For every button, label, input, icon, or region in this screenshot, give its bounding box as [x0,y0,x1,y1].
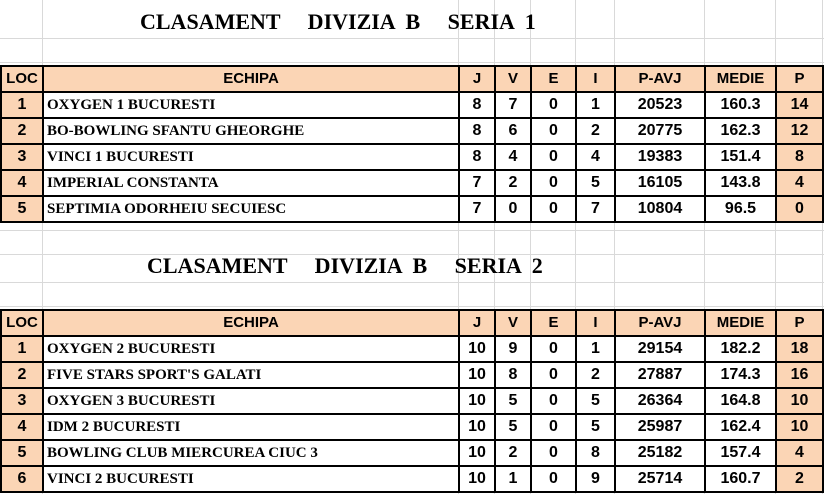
stat-cell: 2 [576,118,615,144]
stat-cell: 4 [576,144,615,170]
stat-cell: 174.3 [705,362,776,388]
column-header: MEDIE [705,66,776,92]
column-header: J [459,66,495,92]
rank-cell: 4 [1,170,43,196]
table-row [1,336,823,362]
column-header: V [495,66,531,92]
stat-cell: 157.4 [705,440,776,466]
column-header: I [576,310,615,336]
table-row [1,362,823,388]
column-header: ECHIPA [43,66,459,92]
rank-cell: 4 [1,414,43,440]
stat-cell: 9 [576,466,615,492]
stat-cell: 10 [459,414,495,440]
column-header: P-AVJ [615,66,705,92]
standings-table-seria-2 [0,309,824,493]
table-row [1,466,823,492]
column-header: V [495,310,531,336]
points-cell: 2 [776,466,823,492]
stat-cell: 182.2 [705,336,776,362]
stat-cell: 7 [576,196,615,222]
rank-cell: 6 [1,466,43,492]
table-row [1,196,823,222]
points-cell: 4 [776,170,823,196]
stat-cell: 1 [576,336,615,362]
points-cell: 10 [776,414,823,440]
stat-cell: 10 [459,466,495,492]
team-cell: VINCI 2 BUCURESTI [43,466,459,492]
stat-cell: 5 [576,388,615,414]
header-row [1,310,823,336]
stat-cell: 162.4 [705,414,776,440]
stat-cell: 164.8 [705,388,776,414]
rank-cell: 1 [1,92,43,118]
stat-cell: 27887 [615,362,705,388]
stat-cell: 25182 [615,440,705,466]
stat-cell: 0 [531,196,576,222]
table-row [1,92,823,118]
stat-cell: 5 [576,414,615,440]
stat-cell: 7 [459,196,495,222]
stat-cell: 5 [495,388,531,414]
points-cell: 16 [776,362,823,388]
stat-cell: 0 [531,118,576,144]
rank-cell: 3 [1,144,43,170]
stat-cell: 96.5 [705,196,776,222]
points-cell: 18 [776,336,823,362]
team-cell: FIVE STARS SPORT'S GALATI [43,362,459,388]
stat-cell: 7 [495,92,531,118]
column-header: P [776,66,823,92]
column-header: LOC [1,66,43,92]
table-row [1,144,823,170]
column-header: ECHIPA [43,310,459,336]
stat-cell: 0 [531,170,576,196]
table-row [1,414,823,440]
stat-cell: 2 [495,170,531,196]
points-cell: 0 [776,196,823,222]
stat-cell: 20523 [615,92,705,118]
column-header: P [776,310,823,336]
stat-cell: 2 [576,362,615,388]
team-cell: BOWLING CLUB MIERCUREA CIUC 3 [43,440,459,466]
stat-cell: 25987 [615,414,705,440]
points-cell: 8 [776,144,823,170]
team-cell: VINCI 1 BUCURESTI [43,144,459,170]
stat-cell: 4 [495,144,531,170]
team-cell: BO-BOWLING SFANTU GHEORGHE [43,118,459,144]
stat-cell: 8 [459,144,495,170]
column-header: MEDIE [705,310,776,336]
rank-cell: 5 [1,440,43,466]
stat-cell: 0 [531,388,576,414]
points-cell: 12 [776,118,823,144]
title-seria-2: CLASAMENT DIVIZIA B SERIA 2 [147,253,543,278]
stat-cell: 1 [495,466,531,492]
rank-cell: 5 [1,196,43,222]
points-cell: 14 [776,92,823,118]
header-row [1,66,823,92]
stat-cell: 29154 [615,336,705,362]
column-header: P-AVJ [615,310,705,336]
stat-cell: 0 [495,196,531,222]
stat-cell: 151.4 [705,144,776,170]
column-header: E [531,66,576,92]
stat-cell: 160.3 [705,92,776,118]
rank-cell: 2 [1,362,43,388]
standings-table-seria-1 [0,65,824,223]
stat-cell: 0 [531,336,576,362]
stat-cell: 5 [495,414,531,440]
stat-cell: 5 [576,170,615,196]
stat-cell: 2 [495,440,531,466]
rank-cell: 1 [1,336,43,362]
column-header: LOC [1,310,43,336]
stat-cell: 0 [531,414,576,440]
stat-cell: 20775 [615,118,705,144]
team-cell: IMPERIAL CONSTANTA [43,170,459,196]
rank-cell: 2 [1,118,43,144]
rank-cell: 3 [1,388,43,414]
stat-cell: 162.3 [705,118,776,144]
stat-cell: 8 [459,118,495,144]
table-row [1,440,823,466]
stat-cell: 10 [459,440,495,466]
title-seria-1: CLASAMENT DIVIZIA B SERIA 1 [140,9,536,34]
stat-cell: 143.8 [705,170,776,196]
stat-cell: 8 [495,362,531,388]
stat-cell: 25714 [615,466,705,492]
column-header: E [531,310,576,336]
stat-cell: 10804 [615,196,705,222]
stat-cell: 0 [531,362,576,388]
stat-cell: 8 [576,440,615,466]
stat-cell: 0 [531,466,576,492]
stat-cell: 160.7 [705,466,776,492]
stat-cell: 10 [459,388,495,414]
stat-cell: 0 [531,144,576,170]
stat-cell: 26364 [615,388,705,414]
team-cell: OXYGEN 2 BUCURESTI [43,336,459,362]
stat-cell: 6 [495,118,531,144]
points-cell: 10 [776,388,823,414]
team-cell: OXYGEN 1 BUCURESTI [43,92,459,118]
stat-cell: 7 [459,170,495,196]
table-row [1,388,823,414]
stat-cell: 16105 [615,170,705,196]
table-row [1,118,823,144]
stat-cell: 0 [531,92,576,118]
stat-cell: 1 [576,92,615,118]
team-cell: IDM 2 BUCURESTI [43,414,459,440]
team-cell: OXYGEN 3 BUCURESTI [43,388,459,414]
stat-cell: 8 [459,92,495,118]
stat-cell: 10 [459,336,495,362]
points-cell: 4 [776,440,823,466]
column-header: I [576,66,615,92]
stat-cell: 9 [495,336,531,362]
stat-cell: 0 [531,440,576,466]
table-row [1,170,823,196]
stat-cell: 19383 [615,144,705,170]
column-header: J [459,310,495,336]
team-cell: SEPTIMIA ODORHEIU SECUIESC [43,196,459,222]
stat-cell: 10 [459,362,495,388]
